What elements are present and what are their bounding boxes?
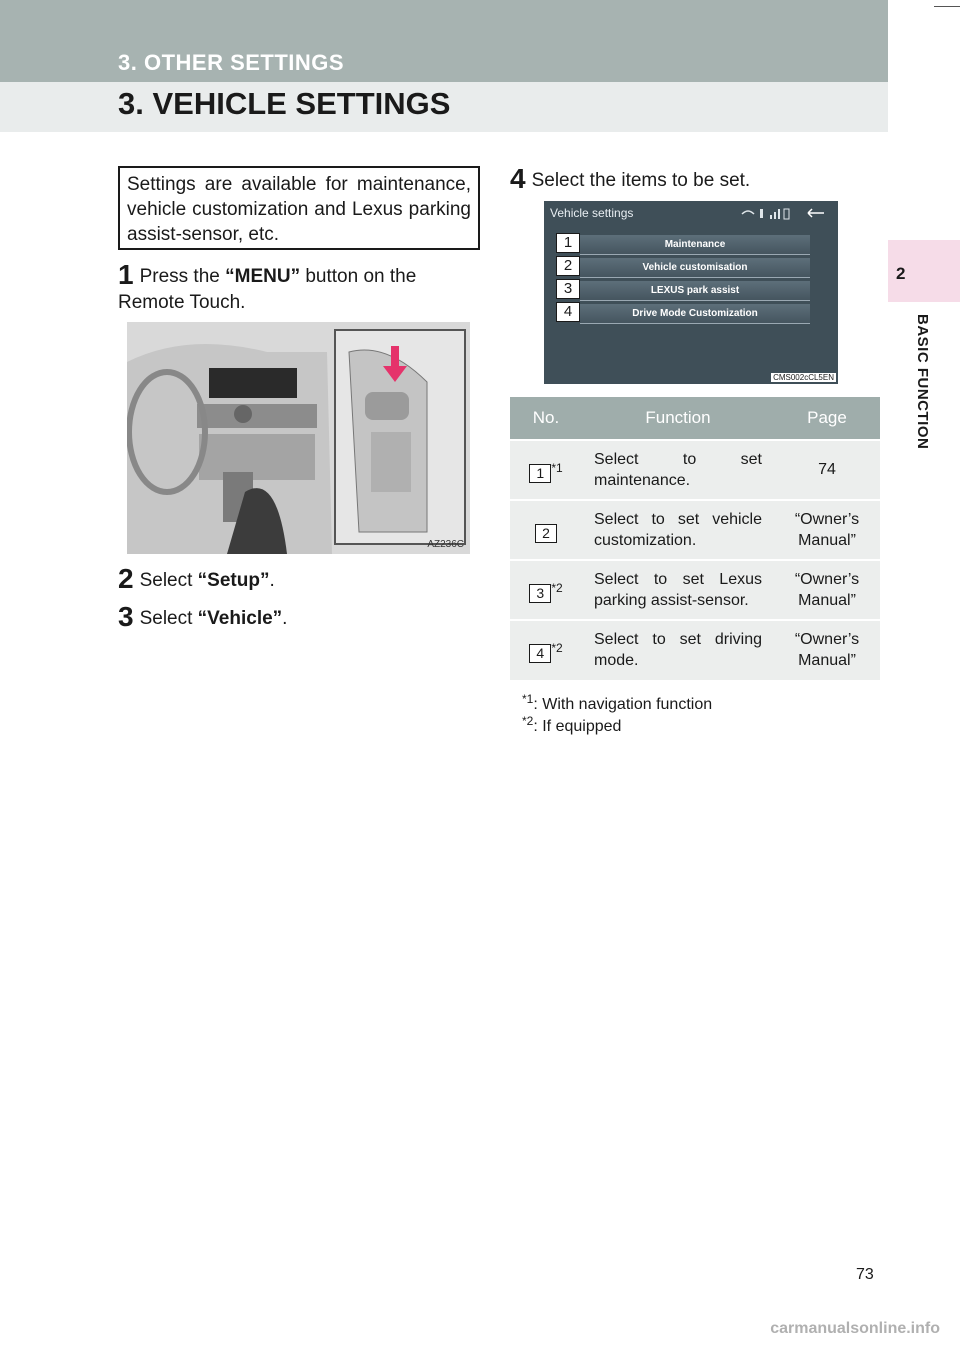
menu-item-maintenance[interactable]: Maintenance [580,235,810,255]
function-table [510,397,880,680]
row-function: Select to set Lexus parking assist-sensor. [582,560,774,620]
callout-number: 4 [556,302,580,322]
footnote-1: $^{*1}$: With navigation function [522,692,713,713]
row-page: “Owner’s Manual” [774,620,880,680]
footnote-2: $^{*2}$: If equipped [522,714,622,735]
illustration-code: AZ236C [427,539,464,550]
callout-number: 1 [556,233,580,253]
row-number-cell: 3 $^{*2}$ [510,560,582,620]
vehicle-settings-screen [544,201,838,384]
row-page: 74 [774,440,880,500]
row-function: Select to set driving mode. [582,620,774,680]
row-page: “Owner’s Manual” [774,560,880,620]
row-function: Select to set maintenance. [582,440,774,500]
section-label: 3. OTHER SETTINGS [118,50,345,75]
step-3: 3 Select “Vehicle”. [118,601,288,632]
menu-item-drive-mode[interactable]: Drive Mode Customization [580,304,810,324]
dashboard-drawing [127,322,470,554]
header-no: No. [510,397,582,440]
step-4: 4 Select the items to be set. [510,163,751,194]
status-icons [740,206,830,220]
step-1: 1 Press the “MENU” button on the Remote Touch. [118,259,417,313]
table-row [510,560,880,620]
header-function: Function [582,397,774,440]
screen-title: Vehicle settings [550,206,634,220]
menu-item-park-assist[interactable]: LEXUS park assist [580,281,810,301]
page-title: 3. VEHICLE SETTINGS [118,86,451,121]
table-row [510,620,880,680]
row-number-cell: 1 $^{*1}$ [510,440,582,500]
screen-code: CMS002cCL5EN [773,373,834,382]
watermark: carmanualsonline.info [770,1320,940,1337]
menu-item-vehicle-customisation[interactable]: Vehicle customisation [580,258,810,278]
table-row [510,500,880,560]
row-page: “Owner’s Manual” [774,500,880,560]
header-page: Page [774,397,880,440]
step-number: 1 [118,259,134,290]
step-number: 4 [510,163,526,194]
step-2: 2 Select “Setup”. [118,563,275,594]
row-number-cell: 4 $^{*2}$ [510,620,582,680]
row-function: Select to set vehicle customization. [582,500,774,560]
intro-box: Settings are available for maintenance, vehicle customization and Lexus parking assist-sensor, etc. [118,166,480,250]
chapter-tab-label: BASIC FUNCTION [914,314,931,450]
row-number-cell: 2 [510,500,582,560]
step-number: 2 [118,563,134,594]
chapter-tab-number: 2 [896,264,906,283]
step-number: 3 [118,601,134,632]
callout-number: 3 [556,279,580,299]
table-header-row [510,397,880,440]
callout-number: 2 [556,256,580,276]
page-number: 73 [856,1266,874,1283]
crop-mark-right [934,0,960,7]
table-row [510,440,880,500]
console-illustration [127,322,470,554]
